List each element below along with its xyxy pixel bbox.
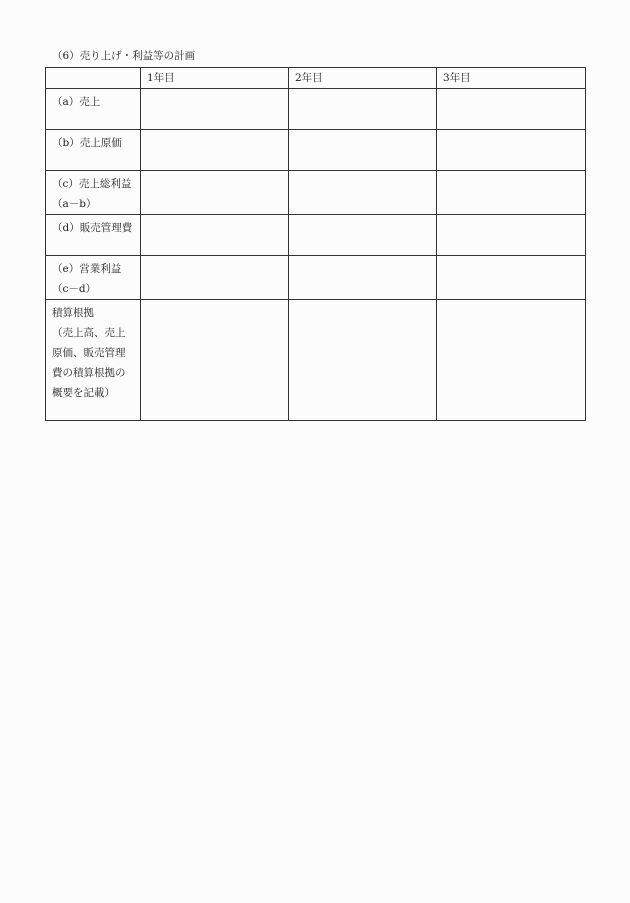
row-label-operating-profit: （e）営業利益 （c－d） (46, 256, 141, 300)
header-blank-cell (46, 68, 141, 89)
cell-gross-profit-year-2[interactable] (289, 171, 437, 215)
row-label-calculation-basis: 積算根拠 （売上高、売上 原価、販売管理 費の積算根拠の 概要を記載） (46, 300, 141, 421)
sales-profit-plan-table (45, 67, 586, 421)
table-row-cost-of-sales (46, 130, 586, 171)
cell-sales-year-2[interactable] (289, 89, 437, 130)
cell-sales-year-3[interactable] (437, 89, 586, 130)
cell-operating-profit-year-1[interactable] (141, 256, 289, 300)
cell-calculation-basis-year-2[interactable] (289, 300, 437, 421)
table-row-sales (46, 89, 586, 130)
cell-operating-profit-year-2[interactable] (289, 256, 437, 300)
table-header-row (46, 68, 586, 89)
cell-calculation-basis-year-3[interactable] (437, 300, 586, 421)
table-row-gross-profit (46, 171, 586, 215)
cell-sales-year-1[interactable] (141, 89, 289, 130)
section-title: （6）売り上げ・利益等の計画 (52, 50, 196, 62)
cell-sga-year-3[interactable] (437, 215, 586, 256)
cell-sga-year-1[interactable] (141, 215, 289, 256)
table-row-calculation-basis (46, 300, 586, 421)
row-label-sga: （d）販売管理費 (46, 215, 141, 256)
cell-operating-profit-year-3[interactable] (437, 256, 586, 300)
row-label-cost-of-sales: （b）売上原価 (46, 130, 141, 171)
row-label-sales: （a）売上 (46, 89, 141, 130)
table-row-operating-profit (46, 256, 586, 300)
row-label-gross-profit: （c）売上総利益 （a－b） (46, 171, 141, 215)
header-year-3: 3年目 (437, 68, 586, 89)
table-row-sga (46, 215, 586, 256)
cell-gross-profit-year-3[interactable] (437, 171, 586, 215)
cell-cost-of-sales-year-3[interactable] (437, 130, 586, 171)
cell-sga-year-2[interactable] (289, 215, 437, 256)
cell-cost-of-sales-year-2[interactable] (289, 130, 437, 171)
header-year-1: 1年目 (141, 68, 289, 89)
cell-cost-of-sales-year-1[interactable] (141, 130, 289, 171)
header-year-2: 2年目 (289, 68, 437, 89)
cell-calculation-basis-year-1[interactable] (141, 300, 289, 421)
cell-gross-profit-year-1[interactable] (141, 171, 289, 215)
